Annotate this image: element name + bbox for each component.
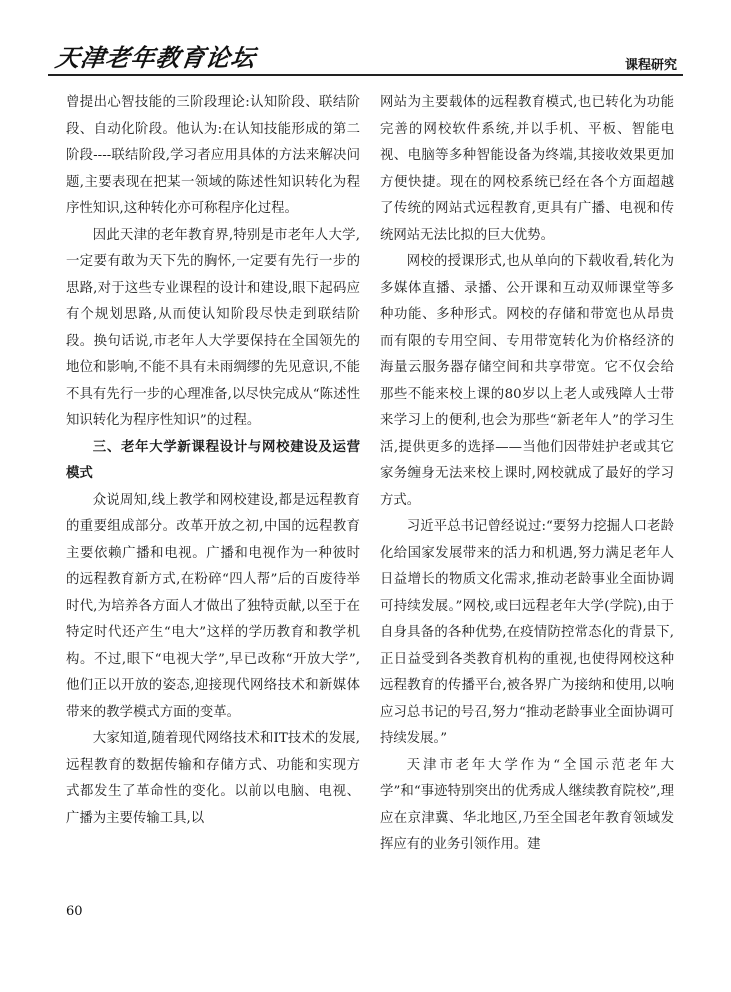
paragraph: 大家知道,随着现代网络技术和IT技术的发展,远程教育的数据传输和存储方式、功能和实现方式都发生了革命性的变化。以前以电脑、电视、广播为主要传输工具,以 — [66, 731, 360, 826]
page-header — [48, 38, 683, 82]
right-column — [380, 90, 674, 859]
header-rule — [48, 74, 683, 76]
paragraph: 习近平总书记曾经说过:“要努力挖掘人口老龄化给国家发展带来的活力和机遇,努力满足老年人日益增长的物质文化需求,推动老龄事业全面协调可持续发展。”网校,或曰远程老年大学(学院),由于自身具备的各种优势,在疫情防控常态化的背景下,正日益受到各类教育机构的重视,也使得网校这种远程教育的传播平台,被各界广为接纳和使用,以响应习总书记的号召,努力“推动老龄事业全面协调可持续发展。” — [380, 519, 674, 746]
page-number: 60 — [66, 904, 83, 919]
paragraph-continuation: 网站为主要载体的远程教育模式,也已转化为功能完善的网校软件系统,并以手机、平板、智能电视、电脑等多种智能设备为终端,其接收效果更加方便快捷。现在的网校系统已经在各个方面超越了传统的网站式远程教育,更具有广播、电视和传统网站无法比拟的巨大优势。 — [380, 95, 674, 243]
left-column — [66, 90, 360, 832]
journal-masthead: 天津老年教育论坛 — [53, 43, 258, 72]
paragraph: 因此天津的老年教育界,特别是市老年人大学,一定要有敢为天下先的胸怀,一定要有先行一步的思路,对于这些专业课程的设计和建设,眼下起码应有个规划思路,从而使认知阶段尽快走到联结阶段。换句话说,市老年人大学要保持在全国领先的地位和影响,不能不具有未雨绸缪的先见意识,不能不具有先行一步的心理准备,以尽快完成从“陈述性知识转化为程序性知识”的过程。 — [66, 227, 360, 428]
section-label: 课程研究 — [624, 58, 677, 73]
section-heading: 三、老年大学新课程设计与网校建设及运营模式 — [66, 439, 360, 481]
paragraph: 网校的授课形式,也从单向的下载收看,转化为多媒体直播、录播、公开课和互动双师课堂等多种功能、多种形式。网校的存储和带宽也从昂贵而有限的专用空间、专用带宽转化为价格经济的海量云服务器存储空间和共享带宽。它不仅会给那些不能来校上课的80岁以上老人或残障人士带来学习上的便利,也会为那些“新老年人”的学习生活,提供更多的选择——当他们因带娃护老或其它家务缠身无法来校上课时,网校就成了最好的学习方式。 — [380, 254, 674, 508]
paragraph: 众说周知,线上教学和网校建设,都是远程教育的重要组成部分。改革开放之初,中国的远程教育主要依赖广播和电视。广播和电视作为一种彼时的远程教育新方式,在粉碎“四人帮”后的百废待举时代,为培养各方面人才做出了独特贡献,以至于在特定时代还产生“电大”这样的学历教育和教学机构。不过,眼下“电视大学”,早已改称“开放大学”,他们正以开放的姿态,迎接现代网络技术和新媒体带来的教学模式方面的变革。 — [66, 492, 360, 720]
paragraph: 天津市老年大学作为“全国示范老年大学”和“事迹特别突出的优秀成人继续教育院校”,理应在京津冀、华北地区,乃至全国老年教育领域发挥应有的业务引领作用。建 — [380, 757, 674, 852]
paragraph-continuation: 曾提出心智技能的三阶段理论:认知阶段、联结阶段、自动化阶段。他认为:在认知技能形成的第二阶段----联结阶段,学习者应用具体的方法来解决问题,主要表现在把某一领域的陈述性知识转化为程序性知识,这种转化亦可称程序化过程。 — [66, 95, 360, 216]
